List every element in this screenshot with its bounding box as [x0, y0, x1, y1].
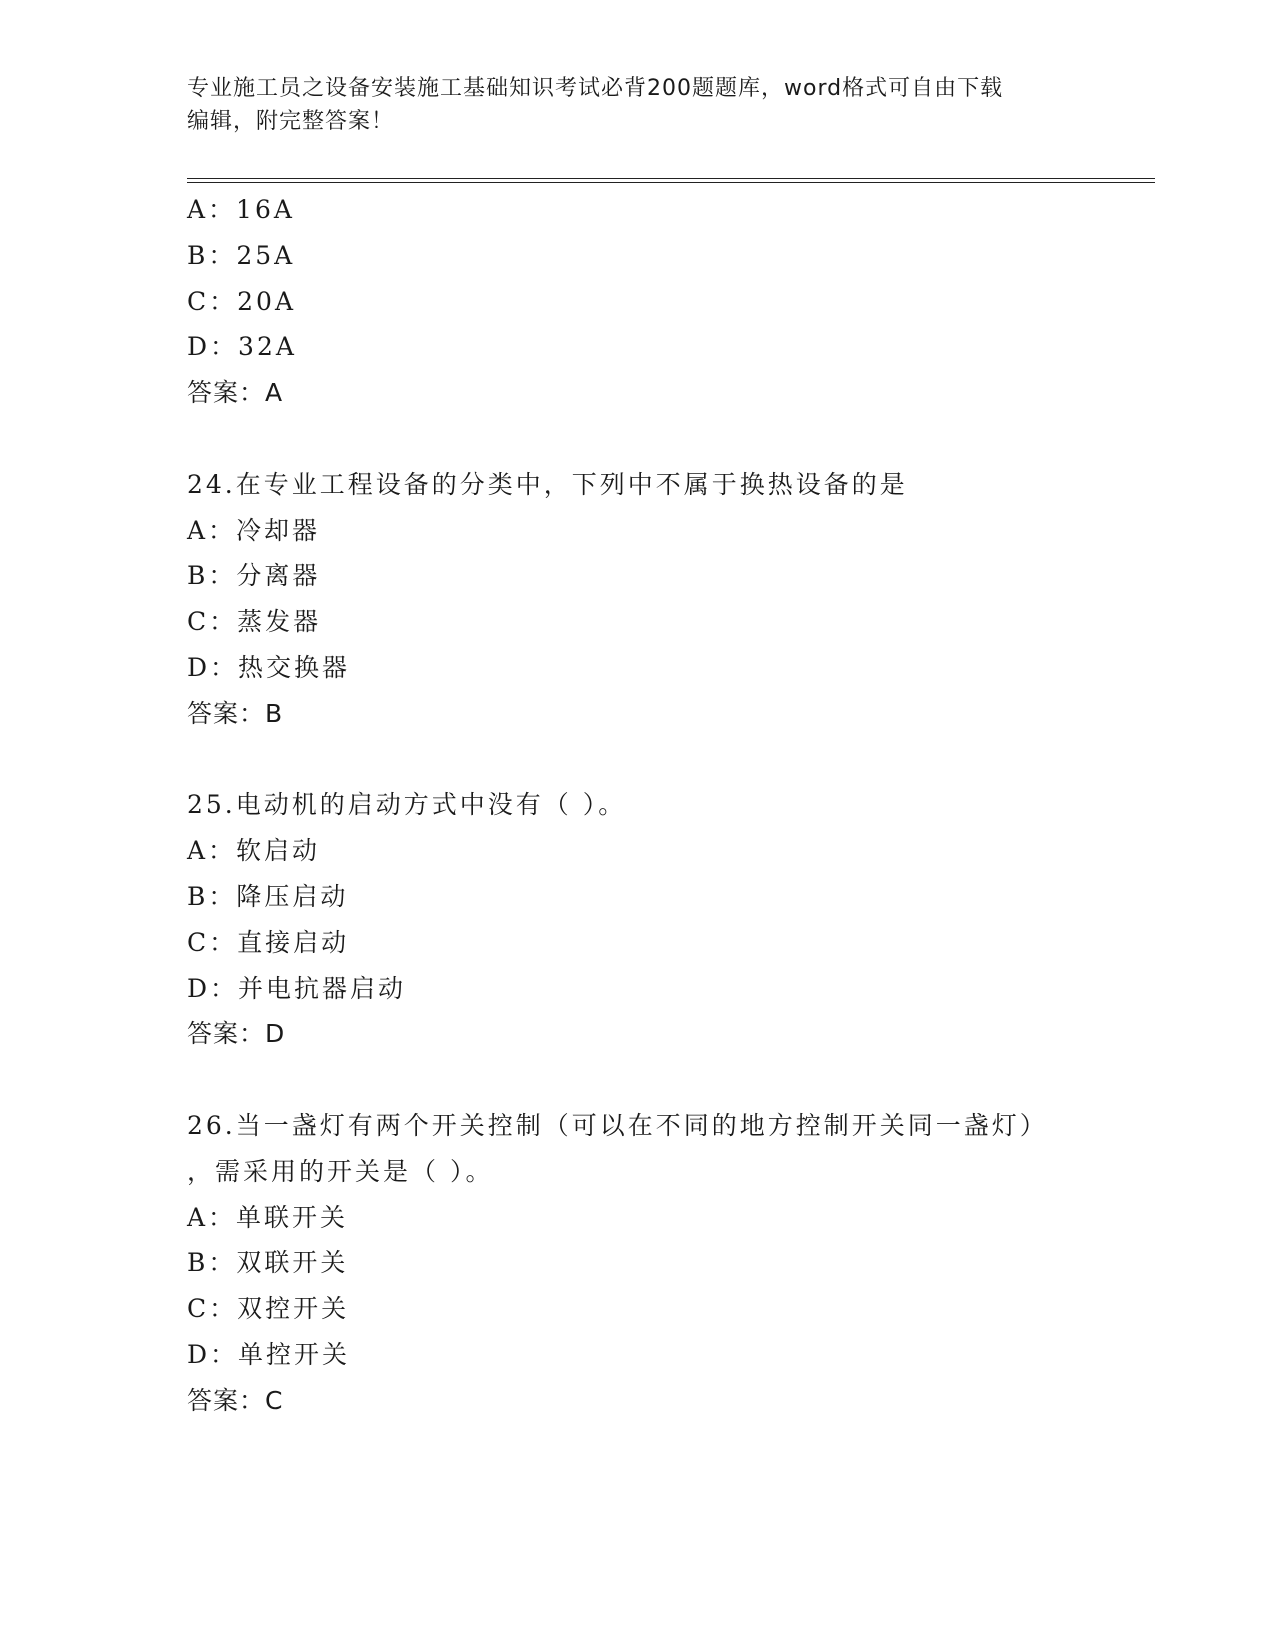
option-a: A：单联开关	[187, 1202, 349, 1232]
answer: 答案：A	[187, 378, 284, 408]
option-c: C：20A	[187, 286, 296, 316]
question-stem: 26.当一盏灯有两个开关控制（可以在不同的地方控制开关同一盏灯）	[187, 1110, 1048, 1140]
option-b: B：双联开关	[187, 1248, 349, 1278]
option-b: B：降压启动	[187, 881, 349, 911]
question-23-continued	[187, 187, 1137, 416]
question-stem: 25.电动机的启动方式中没有（ ）。	[187, 790, 627, 820]
option-d: D：32A	[187, 332, 297, 362]
option-d: D：热交换器	[187, 652, 351, 682]
option-b: B：25A	[187, 240, 296, 270]
spacer	[187, 1057, 1137, 1103]
document-header	[187, 72, 1067, 138]
option-a: A：16A	[187, 195, 295, 224]
option-c: C：直接启动	[187, 927, 350, 957]
question-stem: 24.在专业工程设备的分类中，下列中不属于换热设备的是	[187, 469, 908, 499]
spacer	[187, 416, 1137, 462]
answer: 答案：B	[187, 698, 284, 728]
question-24	[187, 462, 1137, 737]
answer: 答案：C	[187, 1385, 284, 1415]
question-25	[187, 782, 1137, 1057]
option-a: A：冷却器	[187, 515, 321, 545]
option-a: A：软启动	[187, 836, 321, 866]
question-26	[187, 1103, 1137, 1424]
option-c: C：蒸发器	[187, 607, 322, 637]
option-c: C：双控开关	[187, 1294, 350, 1324]
header-title-line-2: 编辑，附完整答案！	[187, 109, 395, 134]
header-rule-bottom	[187, 182, 1155, 183]
spacer	[187, 737, 1137, 783]
answer: 答案：D	[187, 1019, 286, 1049]
option-b: B：分离器	[187, 561, 321, 591]
header-rule-top	[187, 178, 1155, 179]
option-d: D：单控开关	[187, 1339, 351, 1369]
question-stem-continued: ，需采用的开关是（ ）。	[187, 1156, 494, 1186]
header-title-line-1: 专业施工员之设备安装施工基础知识考试必背200题题库，word格式可自由下载	[187, 76, 1004, 101]
question-list	[187, 187, 1137, 1424]
option-d: D：并电抗器启动	[187, 973, 407, 1003]
